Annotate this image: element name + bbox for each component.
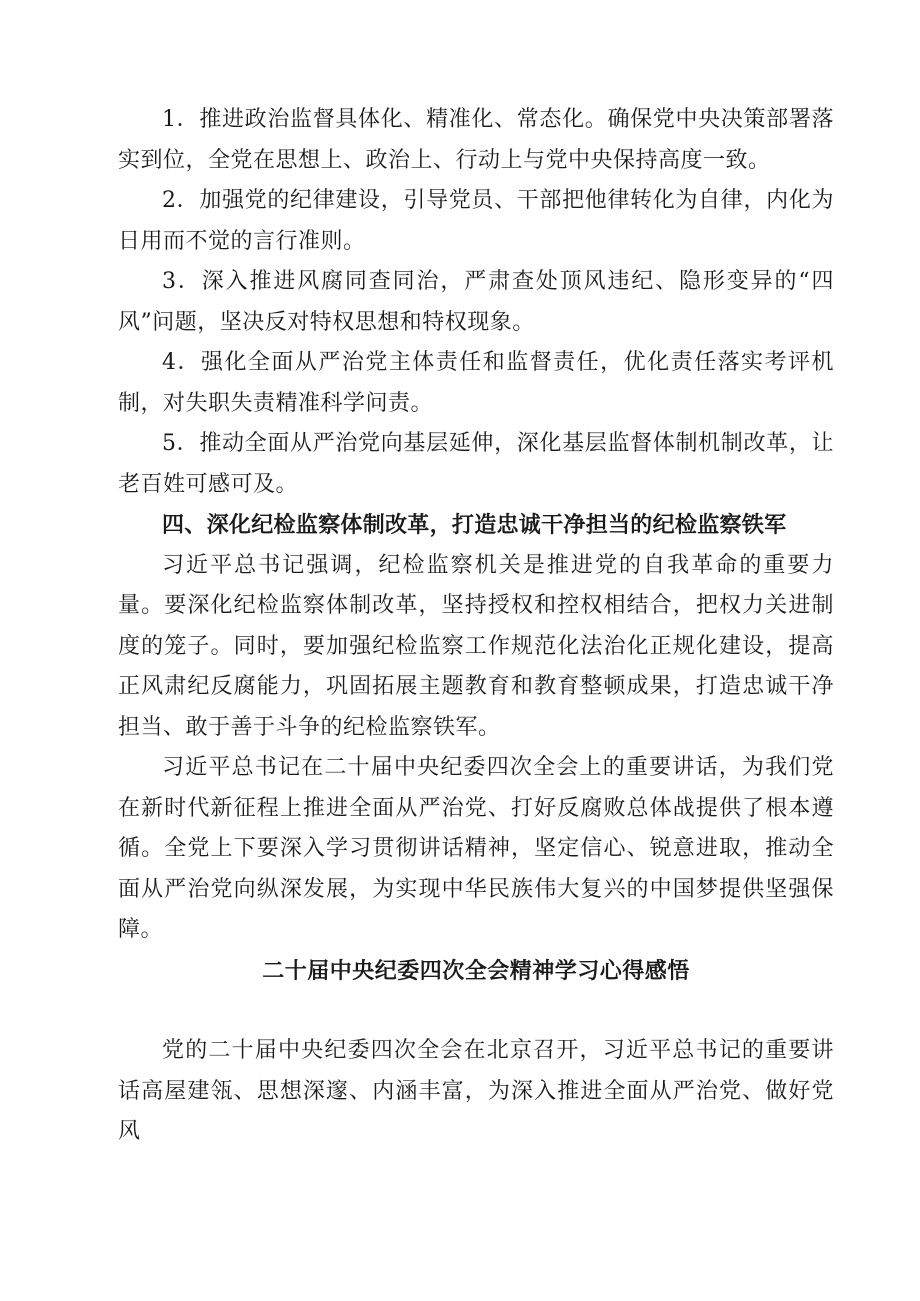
section-four-paragraph: 习近平总书记强调，纪检监察机关是推进党的自我革命的重要力量。要深化纪检监察体制改革，坚持授权和控权相结合，把权力关进制度的笼子。同时，要加强纪检监察工作规范化法治化正规化建设，提高正风肃纪反腐能力，巩固拓展主题教育和教育整顿成果，打造忠诚干净担当、敢于善于斗争的纪检监察铁军。: [118, 552, 834, 740]
list-item-3: 3．深入推进风腐同查同治，严肃查处顶风违纪、隐形变异的“四风”问题，坚决反对特权思想和特权现象。: [118, 269, 834, 335]
title-spacer: [118, 991, 834, 1031]
conclusion-paragraph: 习近平总书记在二十届中央纪委四次全会上的重要讲话，为我们党在新时代新征程上推进全面从严治党、打好反腐败总体战提供了根本遵循。全党上下要深入学习贯彻讲话精神，坚定信心、锐意进取，推动全面从严治党向纵深发展，为实现中华民族伟大复兴的中国梦提供坚强保障。: [118, 755, 834, 942]
list-item-4: 4．强化全面从严治党主体责任和监督责任，优化责任落实考评机制，对失职失责精准科学问责。: [118, 350, 834, 416]
section-four-heading: 四、深化纪检监察体制改革，打造忠诚干净担当的纪检监察铁军: [162, 512, 787, 538]
list-item-2: 2．加强党的纪律建设，引导党员、干部把他律转化为自律，内化为日用而不觉的言行准则。: [118, 188, 834, 254]
second-article-opening: 党的二十届中央纪委四次全会在北京召开，习近平总书记的重要讲话高屋建瓴、思想深邃、内涵丰富，为深入推进全面从严治党、做好党风: [118, 1038, 834, 1144]
list-item-1: 1．推进政治监督具体化、精准化、常态化。确保党中央决策部署落实到位，全党在思想上、政治上、行动上与党中央保持高度一致。: [118, 107, 834, 173]
second-article-title: 二十届中央纪委四次全会精神学习心得感悟: [262, 957, 690, 984]
list-item-5: 5．推动全面从严治党向基层延伸，深化基层监督体制机制改革，让老百姓可感可及。: [118, 431, 834, 497]
document-page: [118, 100, 834, 1153]
